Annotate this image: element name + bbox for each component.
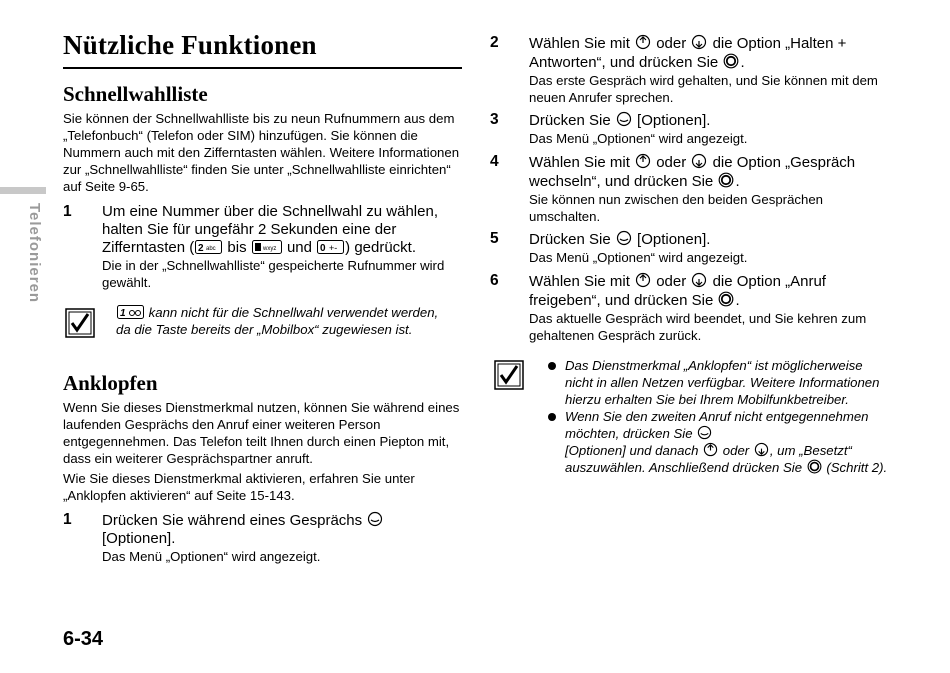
check-note-icon bbox=[65, 308, 95, 338]
step-number: 5 bbox=[490, 230, 499, 247]
step-number: 2 bbox=[490, 34, 499, 51]
nav-up-key-icon bbox=[635, 272, 651, 288]
step-result: Die in der „Schnellwahlliste“ gespeicherte Rufnummer wird gewählt. bbox=[102, 258, 445, 290]
step-result: Das erste Gespräch wird gehalten, und Sie können mit dem neuen Anrufer sprechen. bbox=[529, 73, 878, 105]
key-9-icon bbox=[252, 240, 282, 254]
step-number: 4 bbox=[490, 153, 499, 170]
right-softkey-icon bbox=[616, 230, 632, 246]
title-rule bbox=[63, 67, 462, 69]
heading-anklopfen: Anklopfen bbox=[63, 371, 158, 395]
step-number: 6 bbox=[490, 272, 499, 289]
step-number: 3 bbox=[490, 111, 499, 128]
anklopfen-intro-2: Wie Sie dieses Dienstmerkmal aktivieren, erfahren Sie unter „Anklopfen aktivieren“ auf Seite 15-143. bbox=[63, 471, 415, 503]
schnellwahl-note: 1 kann nicht für die Schnellwahl verwendet werden, da die Taste bereits der „Mobilbox“ zugewiesen ist. bbox=[116, 305, 439, 337]
svg-text:wxyz: wxyz bbox=[262, 246, 277, 252]
nav-up-key-icon bbox=[635, 153, 651, 169]
center-select-key-icon bbox=[807, 459, 822, 474]
step-result: Das Menü „Optionen“ wird angezeigt. bbox=[529, 131, 748, 146]
key-2-icon bbox=[195, 240, 222, 254]
side-chapter-label: Telefonieren bbox=[26, 203, 43, 304]
nav-down-key-icon bbox=[691, 34, 707, 50]
bullet-dot-icon bbox=[548, 413, 556, 421]
nav-up-key-icon bbox=[635, 34, 651, 50]
svg-text:0: 0 bbox=[320, 243, 326, 254]
right-softkey-icon bbox=[367, 511, 383, 527]
key-1-voicemail-icon bbox=[117, 305, 144, 319]
step-result: Sie können nun zwischen den beiden Gesprächen umschalten. bbox=[529, 192, 823, 224]
check-note-icon bbox=[494, 360, 524, 390]
side-tab-marker bbox=[0, 187, 46, 194]
right-note-list bbox=[548, 357, 893, 476]
right-softkey-icon bbox=[697, 425, 712, 440]
heading-schnellwahlliste: Schnellwahlliste bbox=[63, 82, 208, 106]
nav-down-key-icon bbox=[691, 272, 707, 288]
center-select-key-icon bbox=[723, 53, 739, 69]
note-bullet-2: Wenn Sie den zweiten Anruf nicht entgegennehmen möchten, drücken Sie [Optionen] und danach oder , um „Besetzt“ auszuwählen. Anschließend drücken Sie (Schritt 2). bbox=[548, 408, 893, 476]
svg-text:abc: abc bbox=[206, 246, 216, 252]
step-result: Das aktuelle Gespräch wird beendet, und Sie kehren zum gehaltenen Gespräch zurück. bbox=[529, 311, 867, 343]
bullet-dot-icon bbox=[548, 362, 556, 370]
schnellwahl-intro: Sie können der Schnellwahlliste bis zu neun Rufnummern aus dem „Telefonbuch“ (Telefon oder SIM) hinzufügen. Sie können die Nummern auch mit den Zifferntasten wählen. Weitere Informationen zur „Schnellwahlliste“ finden Sie unter „Schnellwahlliste einrichten“ auf Seite 9-65. bbox=[63, 111, 460, 194]
center-select-key-icon bbox=[718, 172, 734, 188]
key-0-icon bbox=[317, 240, 344, 254]
anklopfen-intro-1: Wenn Sie dieses Dienstmerkmal nutzen, können Sie während eines laufenden Gesprächs den Anruf einer weiteren Person entgegennehmen. Das Telefon teilt Ihnen durch einen Piepton mit, dass ein weiterer Gesprächspartner anruft. bbox=[63, 400, 460, 466]
note-bullet-1: Das Dienstmerkmal „Anklopfen“ ist möglicherweise nicht in allen Netzen verfügbar. Weitere Informationen hierzu erhalten Sie bei Ihrem Mobilfunkbetreiber. bbox=[548, 357, 893, 408]
step-result: Das Menü „Optionen“ wird angezeigt. bbox=[529, 250, 748, 265]
nav-down-key-icon bbox=[754, 442, 769, 457]
svg-text:+-: +- bbox=[329, 243, 338, 253]
step-number: 1 bbox=[63, 203, 72, 220]
step-result: Das Menü „Optionen“ wird angezeigt. bbox=[102, 549, 321, 564]
page-number: 6-34 bbox=[63, 628, 104, 650]
step-number: 1 bbox=[63, 511, 72, 528]
svg-text:2: 2 bbox=[198, 243, 204, 254]
nav-up-key-icon bbox=[703, 442, 718, 457]
svg-text:1: 1 bbox=[120, 308, 126, 319]
page-title: Nützliche Funktionen bbox=[63, 30, 317, 60]
center-select-key-icon bbox=[718, 291, 734, 307]
right-softkey-icon bbox=[616, 111, 632, 127]
nav-down-key-icon bbox=[691, 153, 707, 169]
